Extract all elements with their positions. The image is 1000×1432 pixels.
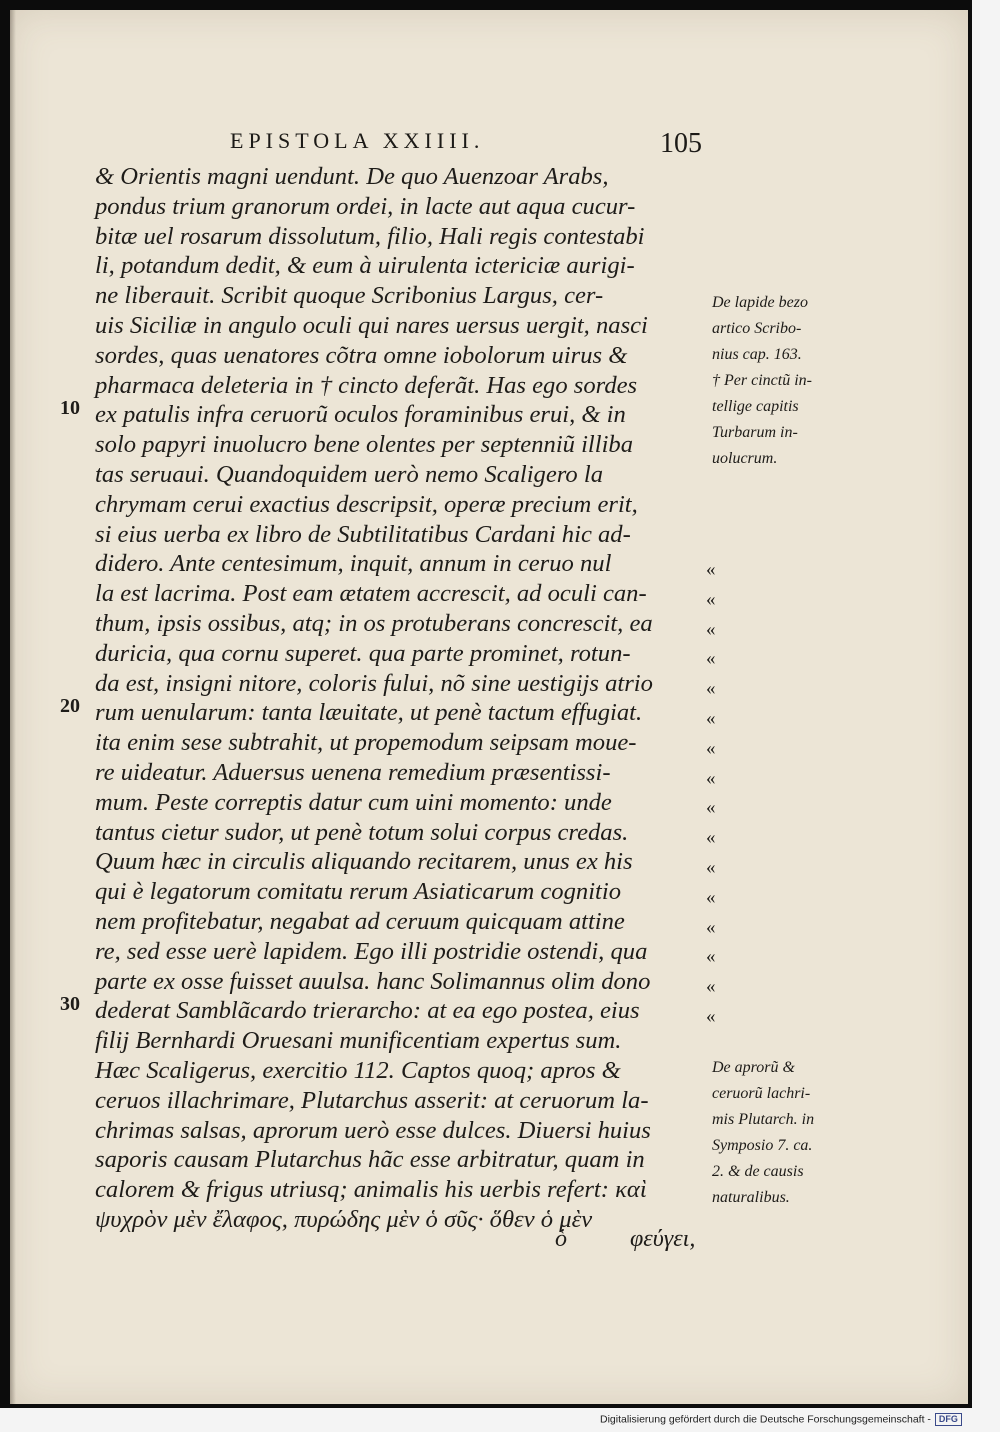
margin-note-line: uolucrum. [712, 450, 778, 467]
margin-note-line: Symposio 7. ca. [712, 1137, 813, 1154]
text-line: bitæ uel rosarum dissolutum, filio, Hali regis contestabi [95, 222, 645, 250]
margin-note-line: mis Plutarch. in [712, 1111, 815, 1128]
text-line: chrimas salsas, aprorum uerò esse dulces. Diuersi huius [95, 1116, 651, 1144]
text-line: la est lacrima. Post eam ætatem accrescit, ad oculi can- [95, 580, 647, 608]
text-line: qui è legatorum comitatu rerum Asiaticarum cognitio [95, 878, 621, 906]
line-number-10: 10 [60, 397, 80, 419]
text-line: uis Siciliæ in angulo oculi qui nares uersus uergit, nasci [95, 311, 648, 339]
margin-note-line: Turbarum in- [712, 424, 798, 441]
quote-mark: « [706, 678, 716, 700]
text-line: ψυχρὸν μὲν ἔλαφος, πυρώδης μὲν ὁ σῦς· ὅθεν ὁ μὲν [95, 1205, 593, 1233]
text-line: chrymam cerui exactius descripsit, operæ precium erit, [95, 490, 638, 518]
quote-mark: « [706, 648, 716, 670]
text-line: ita enim sese subtrahit, ut propemodum seipsam moue- [95, 729, 637, 757]
text-line: sordes, quas uenatores cõtra omne iobolorum uirus & [95, 341, 628, 369]
quote-mark: « [706, 1005, 716, 1027]
quote-mark: « [706, 886, 716, 908]
line-number-30: 30 [60, 993, 80, 1015]
margin-note-line: nius cap. 163. [712, 346, 802, 363]
text-line: re, sed esse uerè lapidem. Ego illi postridie ostendi, qua [95, 937, 648, 965]
text-line: duricia, qua cornu superet. qua parte prominet, rotun- [95, 639, 631, 667]
text-line: saporis causam Plutarchus hãc esse arbitratur, quam in [95, 1146, 645, 1174]
margin-note-line: De aprorũ & [712, 1059, 795, 1076]
catchword-1: ὁ [555, 1226, 567, 1252]
quote-mark: « [706, 976, 716, 998]
quote-mark: « [706, 559, 716, 580]
text-line: nem profitebatur, negabat ad ceruum quicquam attine [95, 907, 625, 935]
text-line: tas seruaui. Quandoquidem uerò nemo Scaligero la [95, 460, 603, 488]
text-line: ne liberauit. Scribit quoque Scribonius Largus, cer- [95, 282, 604, 310]
text-line: tantus cietur sudor, ut penè totum solui corpus credas. [95, 818, 629, 846]
text-line: parte ex osse fuisset auulsa. hanc Solimannus olim dono [95, 967, 651, 995]
text-line: Hæc Scaligerus, exercitio 112. Captos quoq; apros & [95, 1056, 621, 1084]
text-line: re uideatur. Aduersus uenena remedium præsentissi- [95, 758, 611, 786]
margin-note-bezoar [712, 290, 832, 472]
running-title: EPISTOLA XXIIII. [230, 128, 485, 153]
margin-note-line: ceruorũ lachri- [712, 1085, 811, 1102]
text-line: & Orientis magni uendunt. De quo Auenzoar Arabs, [95, 163, 609, 190]
quotation-marks-column [706, 555, 736, 1032]
text-line: calorem & frigus utriusq; animalis his uerbis refert: καὶ [95, 1176, 647, 1204]
quote-mark: « [706, 707, 716, 729]
line-number-20: 20 [60, 695, 80, 717]
text-line: pondus trium granorum ordei, in lacte aut aqua cucur- [95, 192, 636, 220]
quote-mark: « [706, 767, 716, 789]
quote-mark: « [706, 797, 716, 819]
text-line: filij Bernhardi Oruesani munificentiam expertus sum. [95, 1027, 622, 1055]
page-number: 105 [660, 128, 702, 159]
margin-note-line: naturalibus. [712, 1189, 790, 1206]
digitization-credit [600, 1413, 992, 1429]
quote-mark: « [706, 946, 716, 968]
text-line: Quum hæc in circulis aliquando recitarem, unus ex his [95, 848, 633, 876]
text-line: pharmaca deleteria in † cincto deferãt. Has ego sordes [95, 371, 638, 399]
quote-mark: « [706, 916, 716, 938]
quote-mark: « [706, 618, 716, 640]
margin-note-line: De lapide bezo [712, 294, 808, 311]
margin-note-plutarch [712, 1055, 832, 1211]
text-line: si eius uerba ex libro de Subtilitatibus Cardani hic ad- [95, 520, 631, 548]
text-line: solo papyri inuolucro bene olentes per septenniũ illiba [95, 431, 634, 459]
margin-note-line: artico Scribo- [712, 320, 802, 337]
quote-mark: « [706, 588, 716, 610]
margin-note-line: † Per cinctũ in- [712, 372, 812, 389]
text-line: ceruos illachrimare, Plutarchus asserit: at ceruorum la- [95, 1086, 649, 1114]
text-line: ex patulis infra ceruorũ oculos foraminibus erui, & in [95, 401, 626, 429]
text-line: rum uenularum: tanta læuitate, ut penè tactum effugiat. [95, 699, 643, 727]
catchword-2: φεύγει, [630, 1226, 696, 1252]
credit-text: Digitalisierung gefördert durch die Deutsche Forschungsgemeinschaft - [600, 1413, 931, 1426]
quote-mark: « [706, 856, 716, 878]
text-line: mum. Peste correptis datur cum uini momento: unde [95, 788, 612, 816]
text-line: thum, ipsis ossibus, atq; in os protuberans concrescit, ea [95, 609, 653, 637]
text-line: dederat Samblãcardo trierarcho: at ea ego postea, eius [95, 997, 640, 1025]
text-line: didero. Ante centesimum, inquit, annum in ceruo nul [95, 550, 612, 578]
text-line: da est, insigni nitore, coloris fului, nõ sine uestigijs atrio [95, 669, 653, 697]
quote-mark: « [706, 737, 716, 759]
text-line: li, potandum dedit, & eum à uirulenta ictericiæ aurigi- [95, 252, 635, 280]
main-text-block [95, 162, 710, 1235]
quote-mark: « [706, 827, 716, 849]
margin-note-line: tellige capitis [712, 398, 799, 415]
dfg-logo: DFG [935, 1413, 962, 1426]
margin-note-line: 2. & de causis [712, 1163, 804, 1180]
